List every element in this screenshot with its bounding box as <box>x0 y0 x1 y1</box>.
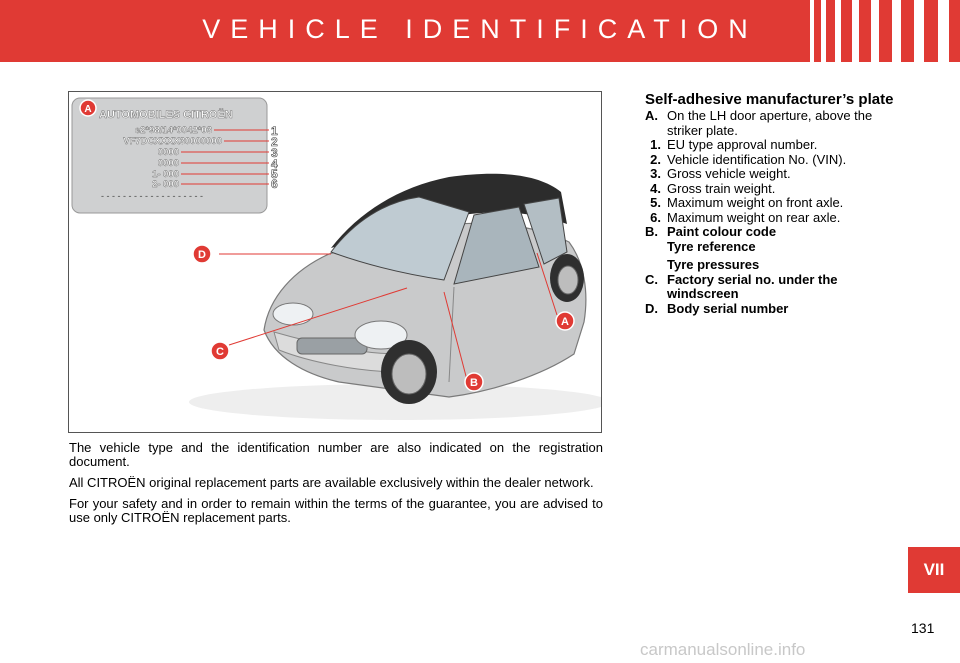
vehicle-figure <box>68 91 602 433</box>
item-4-text: Gross train weight. <box>667 180 776 196</box>
plate-line-4: 0000 <box>157 158 179 169</box>
marker-d-label: D <box>198 249 206 261</box>
body-paragraph-1: The vehicle type and the identification number are also indicated on the registration document. <box>69 440 603 469</box>
plate-line-5: 1- 000 <box>152 169 179 180</box>
item-a-key: A. <box>645 108 658 123</box>
plate-callout-2: 2 <box>271 135 278 149</box>
body-paragraph-3: For your safety and in order to remain within the terms of the guarantee, you are advised to use only CITROËN replacement parts. <box>69 496 603 525</box>
item-3-text: Gross vehicle weight. <box>667 166 791 181</box>
item-3-key: 3. <box>650 166 661 181</box>
item-6-key: 6. <box>650 209 661 225</box>
item-a-text: On the LH door aperture, above the striker plate. <box>667 108 873 138</box>
item-6-text: Maximum weight on rear axle. <box>667 209 841 225</box>
vehicle-illustration <box>69 92 601 432</box>
body-text <box>69 441 603 532</box>
item-a <box>645 109 910 138</box>
item-2-text: Vehicle identification No. (VIN). <box>667 151 847 167</box>
body-paragraph-2: All CITROËN original replacement parts are available exclusively within the dealer network. <box>69 475 594 490</box>
item-b-sub-2: Tyre pressures <box>667 257 760 272</box>
item-1-text: EU type approval number. <box>667 137 818 152</box>
item-b-text: Paint colour code <box>667 224 777 239</box>
chapter-tab: VII <box>908 547 960 593</box>
item-2 <box>645 153 910 168</box>
plate-brand: AUTOMOBILES CITROËN <box>99 109 233 121</box>
plate-line-2: VF7DCXXXX30000000 <box>123 136 222 147</box>
item-3 <box>645 167 910 182</box>
plate-callout-5: 5 <box>271 167 278 181</box>
plate-dashes: - - - - - - - - - - - - - - - - - - - <box>101 191 203 201</box>
item-5 <box>645 196 910 211</box>
item-b <box>645 225 910 240</box>
item-c <box>645 273 910 302</box>
header-bar <box>0 0 960 62</box>
item-5-text: Maximum weight on front axle. <box>667 195 844 210</box>
item-c-text: Factory serial no. under the windscreen <box>667 271 838 301</box>
marker-b-label: B <box>470 377 478 389</box>
plate-callout-6: 6 <box>271 177 278 191</box>
page-title: VEHICLE IDENTIFICATION <box>202 14 758 44</box>
item-d <box>645 302 910 317</box>
plate-callout-1: 1 <box>271 124 278 138</box>
item-5-key: 5. <box>650 195 661 210</box>
item-2-key: 2. <box>650 151 661 167</box>
section-heading: Self-adhesive manufacturer’s plate <box>645 91 894 108</box>
item-b-key: B. <box>645 224 658 239</box>
plate-line-1: e2*98/14*0042*03 <box>134 125 212 136</box>
page-number: 131 <box>911 620 935 636</box>
marker-a-door-label: A <box>561 316 569 328</box>
item-4-key: 4. <box>650 180 661 196</box>
marker-c-label: C <box>216 346 224 358</box>
item-d-text: Body serial number <box>667 300 789 316</box>
item-1 <box>645 138 910 153</box>
identification-list <box>645 92 910 316</box>
watermark: carmanualsonline.info <box>640 640 806 659</box>
item-c-key: C. <box>645 271 658 287</box>
item-b-sub-1: Tyre reference <box>667 238 756 254</box>
item-4 <box>645 182 910 197</box>
plate-callout-3: 3 <box>271 146 278 160</box>
marker-a-plate-label: A <box>84 104 92 115</box>
item-6 <box>645 211 910 226</box>
item-d-key: D. <box>645 300 658 316</box>
plate-line-3: 0000 <box>157 147 179 158</box>
item-1-key: 1. <box>650 137 661 152</box>
plate-callout-4: 4 <box>271 157 278 171</box>
plate-line-6: 2- 000 <box>152 179 179 190</box>
